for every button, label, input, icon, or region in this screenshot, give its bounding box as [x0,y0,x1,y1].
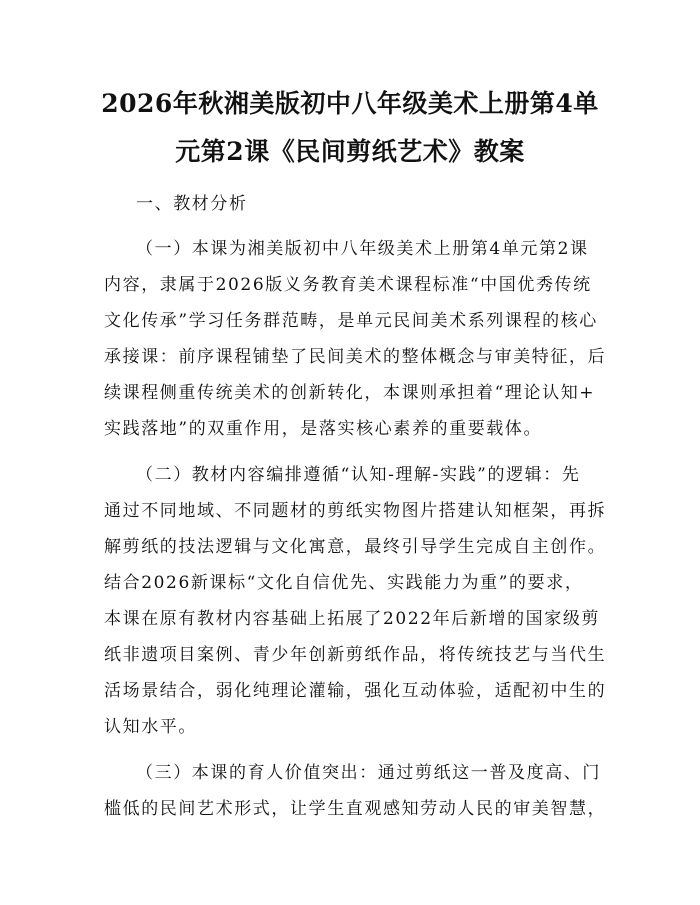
paragraph-1-line: 内容，隶属于2026版义务教育美术课程标准“中国优秀传统 [104,275,592,295]
paragraph-1-line: 实践落地”的双重作用，是落实核心素养的重要载体。 [104,419,543,439]
paragraph-2-line: 通过不同地域、不同题材的剪纸实物图片搭建认知框架，再拆 [104,501,607,521]
paragraph-2-line: 解剪纸的技法逻辑与文化寓意，最终引导学生完成自主创作。 [104,537,607,557]
paragraph-2-line: 活场景结合，弱化纯理论灌输，强化互动体验，适配初中生的 [104,681,607,701]
paragraph-1-line: 续课程侧重传统美术的创新转化，本课则承担着“理论认知+ [104,383,596,403]
document-title-line-2: 元第2课《民间剪纸艺术》教案 [175,137,525,166]
paragraph-3-line: （三）本课的育人价值突出：通过剪纸这一普及度高、门 [136,763,601,783]
paragraph-3-line: 槛低的民间艺术形式，让学生直观感知劳动人民的审美智慧， [104,799,607,819]
paragraph-2-line: 认知水平。 [104,717,197,737]
paragraph-2-line: 本课在原有教材内容基础上拓展了2022年后新增的国家级剪 [104,609,601,629]
paragraph-2-line: （二）教材内容编排遵循“认知-理解-实践”的逻辑：先 [136,465,581,485]
paragraph-1-line: 文化传承”学习任务群范畴，是单元民间美术系列课程的核心 [104,311,598,331]
section-heading: 一、教材分析 [136,194,248,214]
document-title-line-1: 2026年秋湘美版初中八年级美术上册第4单 [101,89,599,118]
paragraph-1-line: 承接课：前序课程铺垫了民间美术的整体概念与审美特征，后 [104,347,607,367]
paragraph-1-line: （一）本课为湘美版初中八年级美术上册第4单元第2课 [136,239,589,259]
paragraph-2-line: 纸非遗项目案例、青少年创新剪纸作品，将传统技艺与当代生 [104,645,607,665]
paragraph-2-line: 结合2026新课标“文化自信优先、实践能力为重”的要求， [104,573,584,593]
